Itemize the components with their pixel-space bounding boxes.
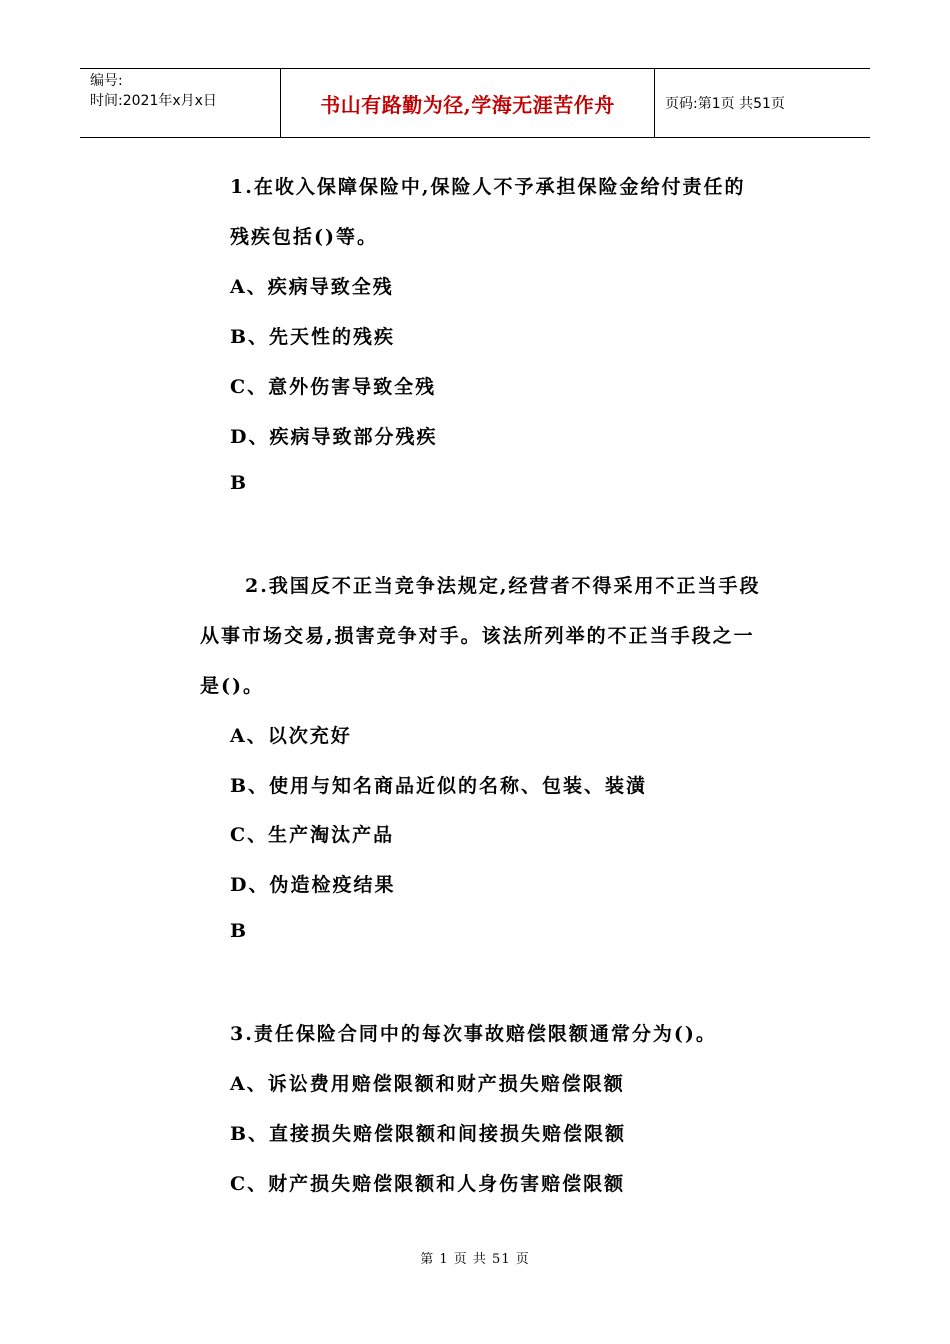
question-2-option-a: A、以次充好 <box>230 725 352 747</box>
header-motto: 书山有路勤为径,学海无涯苦作舟 <box>281 69 655 137</box>
question-1-option-d: D、疾病导致部分残疾 <box>230 426 438 448</box>
question-2-option-b: B、使用与知名商品近似的名称、包装、装潢 <box>230 775 648 797</box>
question-3-option-c: C、财产损失赔偿限额和人身伤害赔偿限额 <box>230 1173 626 1195</box>
header-page-info: 页码:第1页 共51页 <box>665 96 785 112</box>
question-1-option-c: C、意外伤害导致全残 <box>230 376 437 398</box>
number-label: 编号: <box>90 73 123 89</box>
question-3-stem-line-1: 3.责任保险合同中的每次事故赔偿限额通常分为()。 <box>230 1023 717 1045</box>
header-meta <box>80 69 281 137</box>
question-2-stem-line-3: 是()。 <box>200 675 264 697</box>
page-header <box>80 68 870 138</box>
question-1-answer: B <box>230 472 249 494</box>
question-1-stem-line-1: 1.在收入保障保险中,保险人不予承担保险金给付责任的 <box>230 176 746 198</box>
time-label: 时间:2021年x月x日 <box>90 93 217 109</box>
question-3-option-b: B、直接损失赔偿限额和间接损失赔偿限额 <box>230 1123 627 1145</box>
question-2-option-c: C、生产淘汰产品 <box>230 824 395 846</box>
question-2-stem-line-2: 从事市场交易,损害竞争对手。该法所列举的不正当手段之一 <box>200 625 755 647</box>
question-2-stem-line-1: 2.我国反不正当竞争法规定,经营者不得采用不正当手段 <box>245 575 761 597</box>
question-3-option-a: A、诉讼费用赔偿限额和财产损失赔偿限额 <box>230 1073 625 1095</box>
question-1-option-b: B、先天性的残疾 <box>230 326 396 348</box>
question-1-option-a: A、疾病导致全残 <box>230 276 394 298</box>
page-footer: 第 1 页 共 51 页 <box>420 1252 530 1267</box>
question-2-option-d: D、伪造检疫结果 <box>230 874 396 896</box>
question-1-stem-line-2: 残疾包括()等。 <box>230 226 378 248</box>
question-2-answer: B <box>230 920 249 942</box>
